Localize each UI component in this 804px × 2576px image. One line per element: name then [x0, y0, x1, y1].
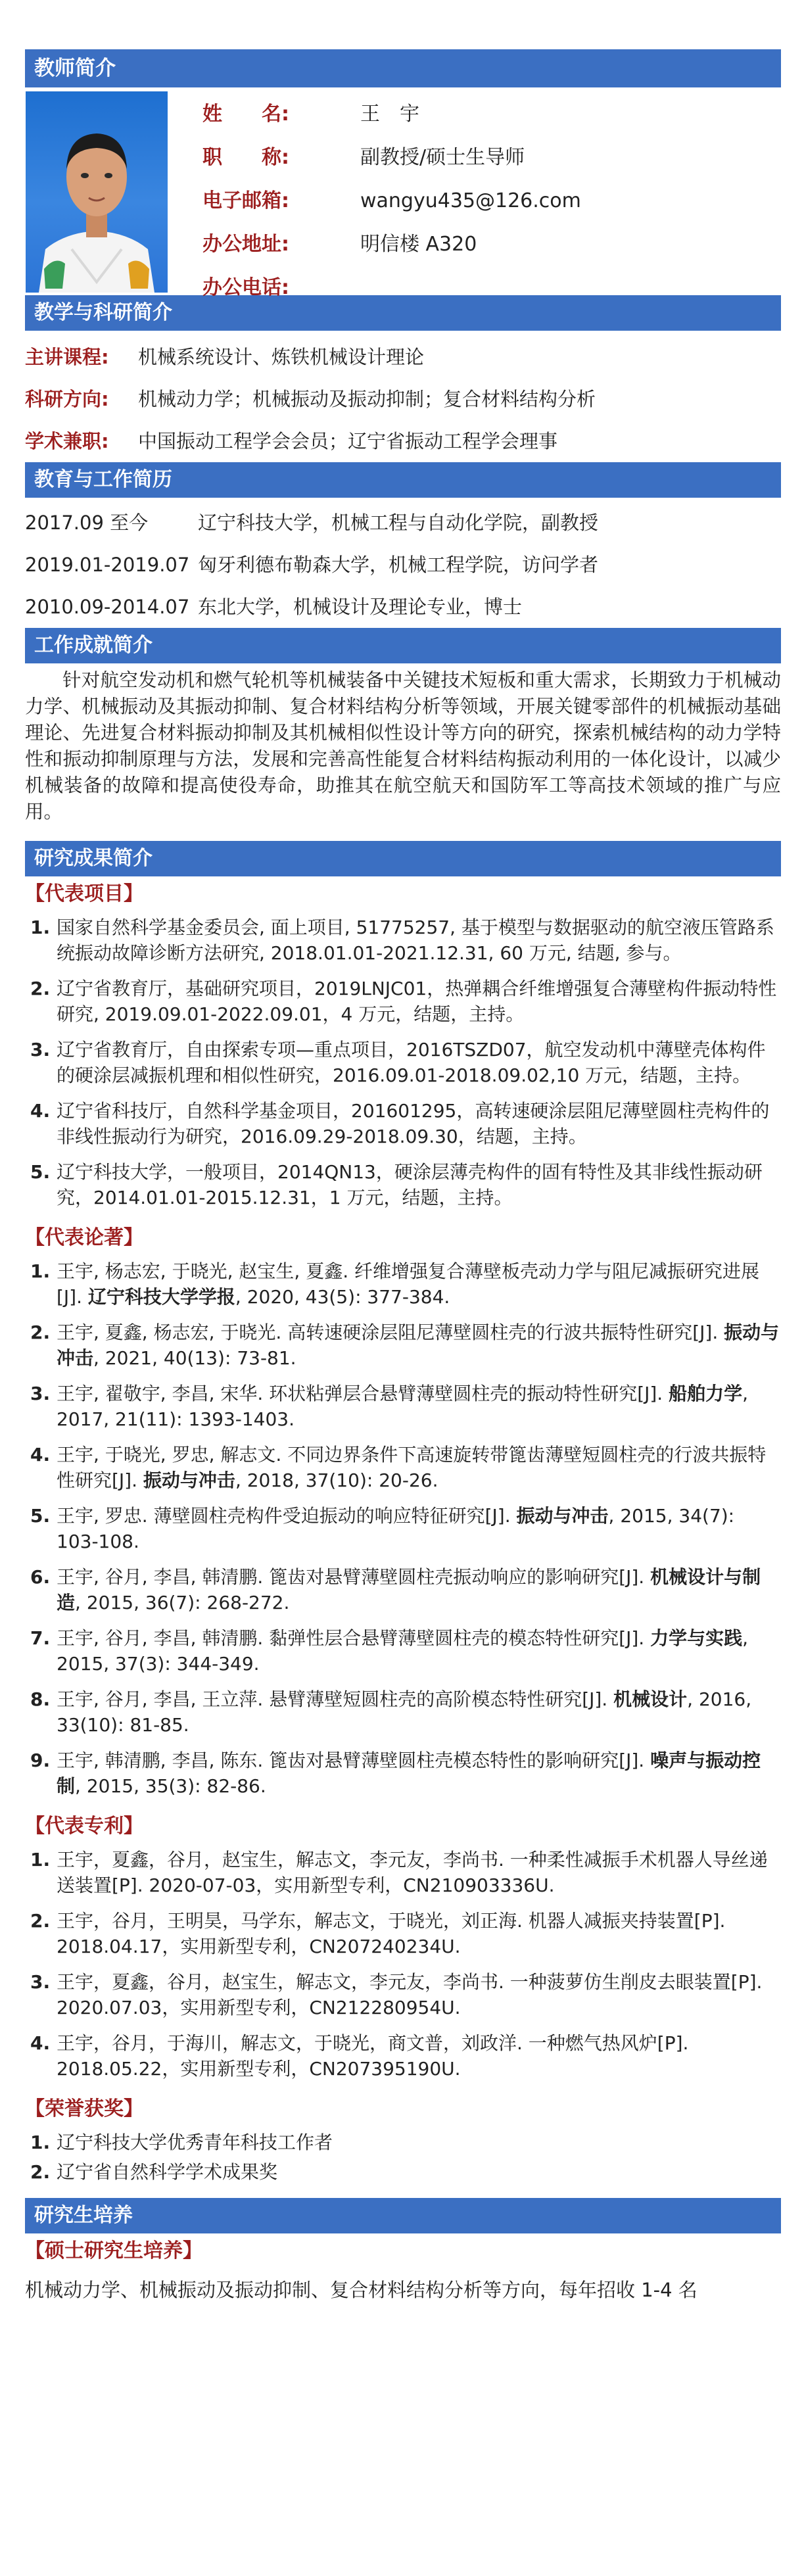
profile-name-row: [202, 93, 581, 136]
projects-heading: 【代表项目】: [25, 882, 143, 905]
research-direction-row: [25, 378, 781, 420]
list-item: 2. 王宇, 夏鑫, 杨志宏, 于晓光. 高转速硬涂层阻尼薄壁圆柱壳的行波共振特性研究[J]. 振动与冲击, 2021, 40(13): 73-81.: [30, 1322, 780, 1369]
patents-list: [25, 1847, 781, 2082]
journal-name: 振动与冲击: [143, 1469, 235, 1491]
profile-phone-row: [202, 266, 581, 310]
teacher-photo: [26, 91, 168, 293]
list-item: 3. 王宇，夏鑫，谷月，赵宝生，解志文，李元友，李尚书. 一种菠萝仿生削皮去眼装置[P]. 2020.07.03，实用新型专利，CN212280954U.: [30, 1971, 763, 2018]
office-label: 办公地址:: [202, 233, 289, 256]
list-item: 5. 王宇, 罗忠. 薄壁圆柱壳构件受迫振动的响应特征研究[J]. 振动与冲击, 2015, 34(7): 103-108.: [30, 1505, 735, 1552]
profile-email-row: [202, 179, 581, 223]
courses-label: 主讲课程:: [25, 346, 109, 368]
education-row: [25, 544, 781, 586]
list-item: 3. 辽宁省教育厅，自由探索专项—重点项目，2016TSZD07，航空发动机中薄壁壳体构件的硬涂层减振机理和相似性研究，2016.09.01-2018.09.02,10 万元，结题，主持。: [30, 1039, 766, 1086]
research-direction-label: 科研方向:: [25, 388, 109, 410]
courses-row: [25, 336, 781, 378]
journal-name: 振动与冲击: [57, 1322, 780, 1369]
education-date: 2019.01-2019.07: [25, 554, 190, 576]
email-label: 电子邮箱:: [202, 189, 289, 212]
research-direction-value: 机械动力学；机械振动及振动抑制；复合材料结构分析: [138, 388, 596, 410]
list-item: 1. 辽宁科技大学优秀青年科技工作者: [30, 2132, 333, 2153]
journal-name: 机械设计与制造: [57, 1566, 761, 1613]
list-item: 2. 辽宁省自然科学学术成果奖: [30, 2161, 278, 2183]
list-item: 1. 王宇，夏鑫，谷月，赵宝生，解志文，李元友，李尚书. 一种柔性减振手术机器人导丝递送装置[P]. 2020-07-03，实用新型专利，CN210903336U.: [30, 1849, 768, 1896]
title-label: 职 称:: [202, 146, 289, 169]
academic-role-row: [25, 420, 781, 462]
education-desc: 东北大学，机械设计及理论专业，博士: [198, 596, 523, 618]
section-header-teaching: 教学与科研简介: [25, 295, 781, 331]
education-date: 2010.09-2014.07: [25, 596, 190, 618]
email-value[interactable]: wangyu435@126.com: [360, 189, 581, 212]
profile-office-row: [202, 223, 581, 266]
papers-list: [25, 1258, 781, 1799]
section-header-achievement: 工作成就简介: [25, 628, 781, 663]
achievement-text: 针对航空发动机和燃气轮机等机械装备中关键技术短板和重大需求，长期致力于机械动力学、机械振动及其振动抑制、复合材料结构分析等领域，开展关键零部件的机械振动基础理论、先进复合材料振动抑制及其机械相似性设计等方向的研究，探索机械结构的动力学特性和振动抑制原理与方法，发展和完善高性能复合材料结构振动利用的一体化设计，以减少机械装备的故障和提高使役寿命，助推其在航空航天和国防军工等高技术领域的推广与应用。: [25, 669, 781, 823]
patents-heading: 【代表专利】: [25, 1815, 143, 1838]
journal-name: 噪声与振动控制: [57, 1750, 761, 1797]
list-item: 7. 王宇, 谷月, 李昌, 韩清鹏. 黏弹性层合悬臂薄壁圆柱壳的模态特性研究[J]. 力学与实践, 2015, 37(3): 344-349.: [30, 1627, 749, 1675]
teacher-profile-page: [25, 49, 781, 2303]
courses-value: 机械系统设计、炼铁机械设计理论: [138, 346, 425, 368]
projects-list: [25, 915, 781, 1210]
name-value: 王 宇: [360, 103, 419, 126]
honors-list: [25, 2130, 781, 2185]
list-item: 3. 王宇, 翟敬宇, 李昌, 宋华. 环状粘弹层合悬臂薄壁圆柱壳的振动特性研究[J]. 船舶力学, 2017, 21(11): 1393-1403.: [30, 1383, 749, 1430]
office-value: 明信楼 A320: [360, 233, 477, 256]
profile-info: [202, 93, 581, 310]
list-item: 1. 王宇, 杨志宏, 于晓光, 赵宝生, 夏鑫. 纤维增强复合薄壁板壳动力学与阻尼减振研究进展[J]. 辽宁科技大学学报, 2020, 43(5): 377-384.: [30, 1260, 760, 1308]
education-row: [25, 586, 781, 628]
list-item: 1. 国家自然科学基金委员会, 面上项目, 51775257, 基于模型与数据驱动的航空液压管路系统振动故障诊断方法研究, 2018.01.01-2021.12.31, 60 万元, 结题, 参与。: [30, 917, 774, 964]
list-item: 4. 王宇, 于晓光, 罗忠, 解志文. 不同边界条件下高速旋转带篦齿薄壁短圆柱壳的行波共振特性研究[J]. 振动与冲击, 2018, 37(10): 20-26.: [30, 1444, 767, 1491]
title-value: 副教授/硕士生导师: [360, 146, 525, 169]
section-header-graduate: 研究生培养: [25, 2198, 781, 2233]
teaching-block: [25, 331, 781, 462]
journal-name: 机械设计: [613, 1688, 688, 1710]
name-label: 姓 名:: [202, 103, 289, 126]
list-item: 6. 王宇, 谷月, 李昌, 韩清鹏. 篦齿对悬臂薄壁圆柱壳振动响应的影响研究[J]. 机械设计与制造, 2015, 36(7): 268-272.: [30, 1566, 761, 1613]
graduate-text: 机械动力学、机械振动及振动抑制、复合材料结构分析等方向，每年招收 1-4 名: [25, 2279, 698, 2301]
phone-label: 办公电话:: [202, 276, 289, 299]
list-item: 2. 辽宁省教育厅，基础研究项目，2019LNJC01，热弹耦合纤维增强复合薄壁构件振动特性研究, 2019.09.01-2022.09.01，4 万元，结题，主持。: [30, 978, 777, 1025]
list-item: 5. 辽宁科技大学，一般项目，2014QN13，硬涂层薄壳构件的固有特性及其非线性振动研究，2014.01.01-2015.12.31，1 万元，结题，主持。: [30, 1161, 763, 1208]
journal-name: 船舶力学: [669, 1383, 743, 1404]
journal-name: 振动与冲击: [516, 1505, 609, 1527]
profile-block: [25, 87, 781, 299]
journal-name: 辽宁科技大学学报: [87, 1286, 235, 1308]
education-desc: 辽宁科技大学，机械工程与自动化学院，副教授: [198, 512, 599, 534]
list-item: 2. 王宇，谷月，王明昊，马学东，解志文，于晓光，刘正海. 机器人减振夹持装置[P]. 2018.04.17，实用新型专利，CN207240234U.: [30, 1910, 726, 1957]
papers-heading: 【代表论著】: [25, 1226, 143, 1249]
honors-heading: 【荣誉获奖】: [25, 2097, 143, 2120]
education-row: [25, 502, 781, 544]
section-header-education: 教育与工作简历: [25, 462, 781, 498]
education-desc: 匈牙利德布勒森大学，机械工程学院，访问学者: [198, 554, 599, 576]
list-item: 8. 王宇, 谷月, 李昌, 王立萍. 悬臂薄壁短圆柱壳的高阶模态特性研究[J]. 机械设计, 2016, 33(10): 81-85.: [30, 1688, 752, 1736]
journal-name: 力学与实践: [650, 1627, 743, 1649]
list-item: 9. 王宇, 韩清鹏, 李昌, 陈东. 篦齿对悬臂薄壁圆柱壳模态特性的影响研究[J]. 噪声与振动控制, 2015, 35(3): 82-86.: [30, 1750, 761, 1797]
list-item: 4. 王宇，谷月，于海川，解志文，于晓光，商文普，刘政洋. 一种燃气热风炉[P]. 2018.05.22，实用新型专利，CN207395190U.: [30, 2032, 689, 2080]
education-date: 2017.09 至今: [25, 512, 149, 534]
section-header-profile: 教师简介: [25, 49, 781, 87]
list-item: 4. 辽宁省科技厅，自然科学基金项目，201601295，高转速硬涂层阻尼薄壁圆柱壳构件的非线性振动行为研究，2016.09.29-2018.09.30，结题，主持。: [30, 1100, 770, 1147]
section-header-research: 研究成果简介: [25, 841, 781, 876]
graduate-subheading: 【硕士研究生培养】: [25, 2239, 202, 2262]
education-block: [25, 498, 781, 628]
academic-role-value: 中国振动工程学会会员；辽宁省振动工程学会理事: [138, 430, 558, 452]
profile-title-row: [202, 136, 581, 179]
academic-role-label: 学术兼职:: [25, 430, 109, 452]
